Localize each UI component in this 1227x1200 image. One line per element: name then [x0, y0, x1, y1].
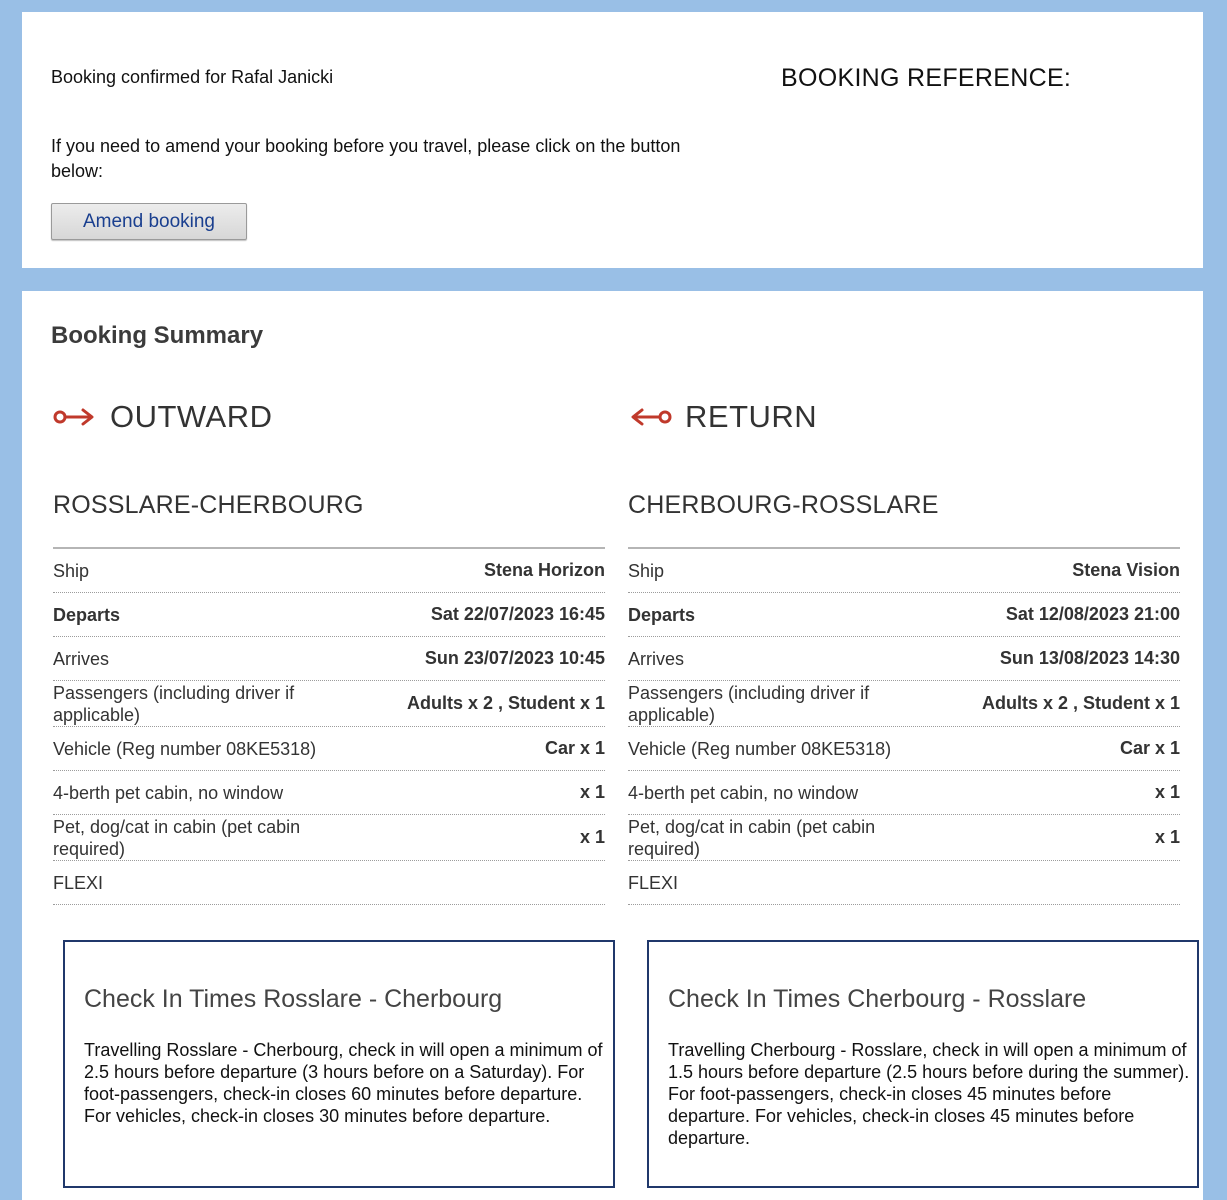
cabin-row [53, 771, 605, 815]
row-label: Arrives [628, 648, 685, 669]
vehicle-row [628, 727, 1180, 771]
fare-type-row [53, 861, 605, 905]
return-route: CHERBOURG-ROSSLARE [628, 491, 939, 519]
row-label: Departs [53, 604, 121, 625]
amend-booking-button[interactable]: Amend booking [51, 203, 247, 240]
row-label: Vehicle (Reg number 08KE5318) [53, 738, 317, 759]
booking-confirmation-panel [22, 12, 1203, 268]
row-value: Stena Vision [1072, 560, 1180, 580]
amend-instructions: If you need to amend your booking before you travel, please click on the button below: [51, 136, 681, 181]
return-journey [628, 291, 1180, 911]
departs-row [628, 593, 1180, 637]
ship-row [628, 549, 1180, 593]
departs-row [53, 593, 605, 637]
outward-route: ROSSLARE-CHERBOURG [53, 491, 364, 519]
vehicle-row [53, 727, 605, 771]
outward-label: OUTWARD [110, 399, 273, 434]
ship-row [53, 549, 605, 593]
arrow-right-icon [53, 405, 97, 429]
confirmation-text: Booking confirmed for Rafal Janicki [51, 67, 334, 87]
cabin-row [628, 771, 1180, 815]
outward-journey [53, 291, 605, 911]
row-value: x 1 [1154, 827, 1180, 847]
row-label: Pet, dog/cat in cabin (pet cabin required) [628, 816, 876, 859]
row-label: Passengers (including driver if applicable) [628, 682, 870, 725]
checkin-title: Check In Times Rosslare - Cherbourg [84, 985, 503, 1013]
row-label: 4-berth pet cabin, no window [628, 782, 859, 803]
pet-row [53, 815, 605, 861]
checkin-text: Travelling Rosslare - Cherbourg, check in will open a minimum of 2.5 hours before departure (3 hours before on a Saturday). For foot-passengers, check-in closes 60 minutes before departure. For vehicles, check-in closes 30 minutes before departure. [84, 1040, 603, 1126]
return-heading [628, 397, 817, 437]
row-label: Passengers (including driver if applicable) [53, 682, 295, 725]
checkin-title: Check In Times Cherbourg - Rosslare [668, 985, 1087, 1013]
row-value: x 1 [1154, 782, 1180, 802]
return-details-table [628, 547, 1180, 905]
outward-checkin-box [63, 940, 615, 1188]
row-value: Adults x 2 , Student x 1 [981, 693, 1180, 713]
arrives-row [628, 637, 1180, 681]
row-label: Arrives [53, 648, 110, 669]
row-label: FLEXI [53, 872, 104, 893]
row-value: Sat 22/07/2023 16:45 [430, 604, 605, 624]
row-label: Vehicle (Reg number 08KE5318) [628, 738, 892, 759]
fare-type-row [628, 861, 1180, 905]
row-value: Sun 23/07/2023 10:45 [424, 648, 605, 668]
row-value: Car x 1 [544, 738, 605, 758]
row-value: Stena Horizon [483, 560, 605, 580]
return-checkin-box [647, 940, 1199, 1188]
row-label: Ship [628, 560, 665, 581]
passengers-row [53, 681, 605, 727]
pet-row [628, 815, 1180, 861]
arrow-left-icon [628, 405, 672, 429]
row-value: x 1 [579, 827, 605, 847]
booking-summary-panel [22, 291, 1203, 1200]
row-label: Pet, dog/cat in cabin (pet cabin required) [53, 816, 301, 859]
row-value: Sat 12/08/2023 21:00 [1005, 604, 1180, 624]
row-value: Sun 13/08/2023 14:30 [999, 648, 1180, 668]
row-label: 4-berth pet cabin, no window [53, 782, 284, 803]
booking-summary-title: Booking Summary [51, 322, 264, 349]
outward-details-table [53, 547, 605, 905]
return-label: RETURN [685, 399, 818, 434]
passengers-row [628, 681, 1180, 727]
arrives-row [53, 637, 605, 681]
row-value: Adults x 2 , Student x 1 [406, 693, 605, 713]
row-value: x 1 [579, 782, 605, 802]
row-label: Departs [628, 604, 696, 625]
row-label: Ship [53, 560, 90, 581]
checkin-text: Travelling Cherbourg - Rosslare, check in will open a minimum of 1.5 hours before departure (2.5 hours before during the summer). For foot-passengers, check-in closes 45 minutes before departure. For vehicles, check-in closes 45 minutes before departure. [668, 1040, 1190, 1148]
outward-heading [53, 397, 273, 437]
row-value: Car x 1 [1119, 738, 1180, 758]
row-label: FLEXI [628, 872, 679, 893]
booking-reference-label: BOOKING REFERENCE: [781, 64, 1072, 92]
